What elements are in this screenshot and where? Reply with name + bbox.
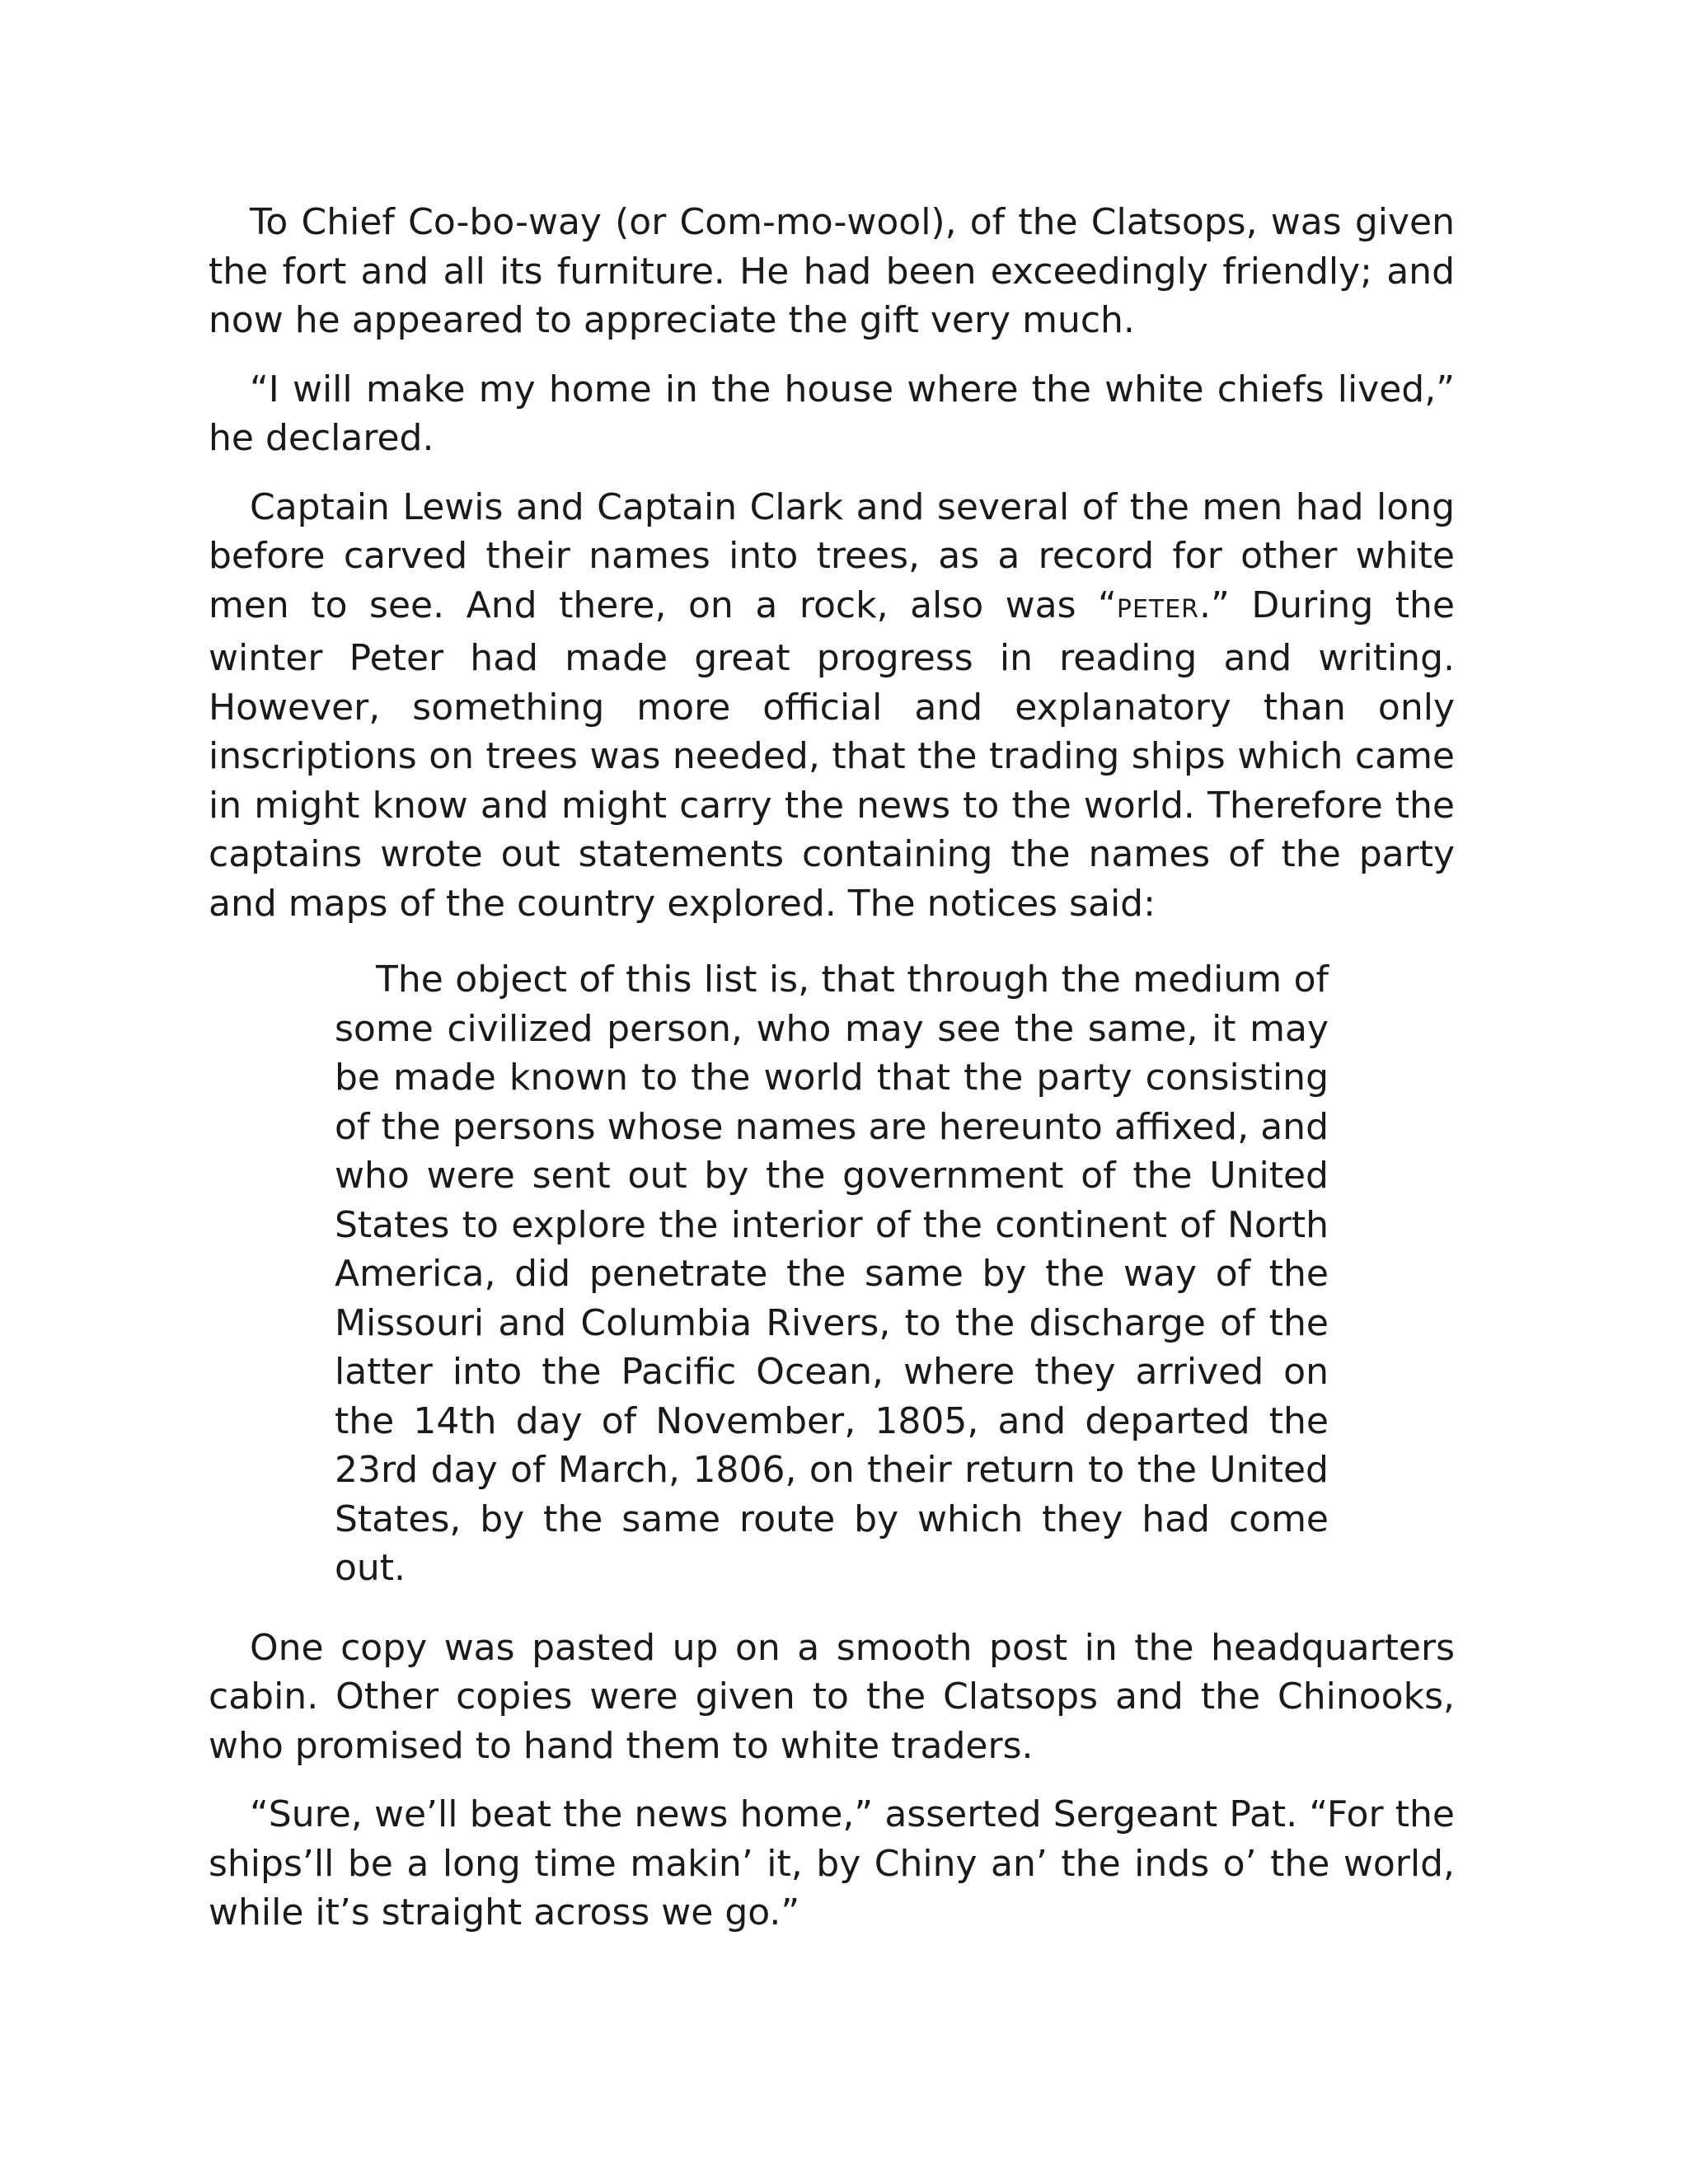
- paragraph-text-end: .” During the winter Peter had made great progress in reading and writing. However, something more official and explanatory than only inscriptions on trees was needed, that the trading ships which came in might know and might carry the news to the world. Therefore the captains wrote out statements containing the names of the party and maps of the country explored. The notices said:: [209, 583, 1455, 925]
- paragraph-carved-names: [209, 483, 1455, 929]
- peter-inscription: PETER: [1116, 594, 1200, 624]
- block-quote-notice: The object of this list is, that through the medium of some civilized person, who may see the same, it may be made known to the world that the party consisting of the persons whose names are hereunto affixed, and who were sent out by the government of the United States to explore the interior of the continent of North America, did penetrate the same by the way of the Missouri and Columbia Rivers, to the discharge of the latter into the Pacific Ocean, where they arrived on the 14th day of November, 1805, and departed the 23rd day of March, 1806, on their return to the United States, by the same route by which they had come out.: [335, 958, 1329, 1589]
- paragraph-chief-quote: “I will make my home in the house where the white chiefs lived,” he declared.: [209, 368, 1455, 459]
- paragraph-sergeant-pat: “Sure, we’ll beat the news home,” asserted Sergeant Pat. “For the ships’ll be a long time makin’ it, by Chiny an’ the inds o’ the world, while it’s straight across we go.”: [209, 1793, 1455, 1933]
- paragraph-copies: One copy was pasted up on a smooth post in the headquarters cabin. Other copies were given to the Clatsops and the Chinooks, who promised to hand them to white traders.: [209, 1626, 1455, 1767]
- paragraph-chief-coboway: To Chief Co-bo-way (or Com-mo-wool), of the Clatsops, was given the fort and all its furniture. He had been exceedingly friendly; and now he appeared to appreciate the gift very much.: [209, 201, 1455, 341]
- paragraph-text-start: Captain Lewis and Captain Clark and several of the men had long before carved their names into trees, as a record for other white men to see. And there, on a rock, also was “: [209, 485, 1455, 626]
- page-body: [209, 198, 1455, 1957]
